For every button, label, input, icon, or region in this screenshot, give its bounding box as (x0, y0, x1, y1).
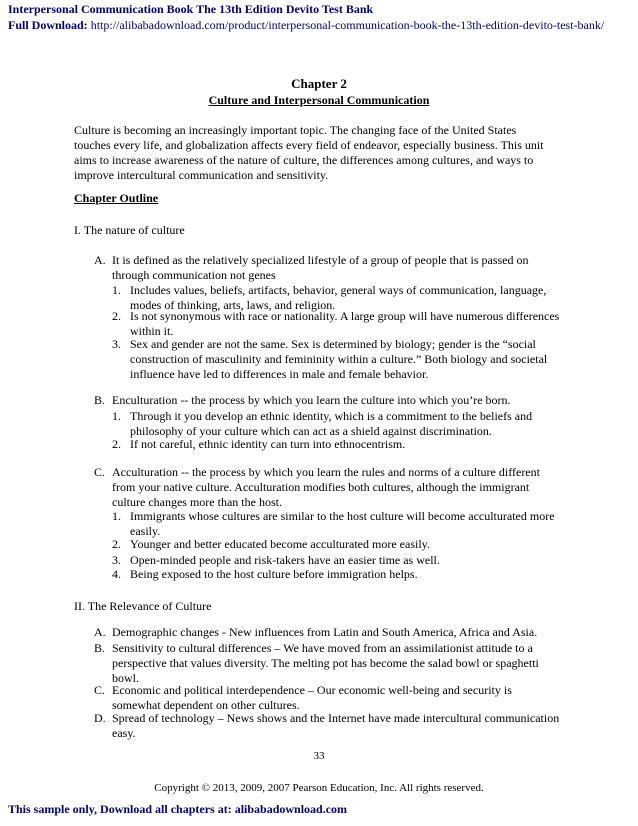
sub-label: 1. (112, 409, 121, 423)
item-text: Enculturation -- the process by which you learn the culture into which you’re born. (112, 393, 511, 407)
intro-paragraph: Culture is becoming an increasingly important topic. The changing face of the United States touches every life, and globalization affects every field of endeavor, especially business. This unit aims to increase awareness of the nature of culture, the differences among cultures, and ways to improve intercultural communication and sensitivity. (74, 123, 544, 182)
item-label: C. (94, 683, 106, 697)
copyright-notice: Copyright © 2013, 2009, 2007 Pearson Education, Inc. All rights reserved. (154, 782, 484, 794)
sub-text: Immigrants whose cultures are similar to the host culture will become acculturated more easily. (130, 509, 555, 538)
sub-label: 1. (112, 509, 121, 523)
sub-text: If not careful, ethnic identity can turn into ethnocentrism. (130, 437, 406, 451)
sub-text: Younger and better educated become acculturated more easily. (130, 537, 430, 551)
sub-text: Through it you develop an ethnic identity, which is a commitment to the beliefs and philosophy of your culture which can act as a shield against discrimination. (130, 409, 533, 438)
sub-label: 2. (112, 537, 121, 551)
item-label: A. (94, 625, 106, 639)
item-label: D. (94, 711, 106, 725)
item-label: B. (94, 641, 106, 655)
header-download-link[interactable]: http://alibabadownload.com/product/interpersonal-communication-book-the-13th-edition-devito-test-bank/ (90, 18, 605, 32)
page-number: 33 (313, 750, 325, 762)
footer-download-link[interactable]: This sample only, Download all chapters at: alibabadownload.com (8, 802, 348, 816)
sub-text: Includes values, beliefs, artifacts, behavior, general ways of communication, language, modes of thinking, arts, laws, and religion. (130, 283, 547, 312)
item-text: Economic and political interdependence – Our economic well-being and security is somewhat dependent on other cultures. (112, 683, 512, 712)
item-label: C. (94, 465, 106, 479)
chapter-title: Chapter 2 (291, 76, 347, 91)
section-2-title: II. The Relevance of Culture (74, 599, 212, 613)
outline-heading: Chapter Outline (74, 191, 159, 205)
sub-text: Open-minded people and risk-takers have an easier time as well. (130, 553, 440, 567)
section-1-title: I. The nature of culture (74, 223, 185, 237)
header-download (8, 18, 604, 33)
sub-label: 1. (112, 283, 121, 297)
sub-label: 3. (112, 337, 121, 351)
sub-label: 4. (112, 567, 121, 581)
sub-label: 2. (112, 309, 121, 323)
chapter-subtitle: Culture and Interpersonal Communication (208, 93, 430, 107)
item-text: Acculturation -- the process by which you learn the rules and norms of a culture different from your native culture. Acculturation modifies both cultures, although the immigrant culture changes more than the host. (112, 465, 540, 509)
item-text: It is defined as the relatively specialized lifestyle of a group of people that is passed on through communication not genes (112, 253, 529, 282)
item-text: Spread of technology – News shows and the Internet have made intercultural communication easy. (112, 711, 560, 740)
sub-label: 3. (112, 553, 121, 567)
item-text: Sensitivity to cultural differences – We have moved from an assimilationist attitude to a perspective that values diversity. The melting pot has become the salad bowl or spaghetti bowl. (112, 641, 539, 685)
header-download-prefix: Full Download: (8, 18, 91, 32)
sub-text: Is not synonymous with race or nationality. A large group will have numerous differences within it. (130, 309, 560, 338)
sub-text: Being exposed to the host culture before immigration helps. (130, 567, 418, 581)
item-label: A. (94, 253, 106, 267)
item-text: Demographic changes - New influences from Latin and South America, Africa and Asia. (112, 625, 538, 639)
header-title: Interpersonal Communication Book The 13th Edition Devito Test Bank (8, 2, 374, 16)
item-label: B. (94, 393, 106, 407)
sub-text: Sex and gender are not the same. Sex is determined by biology; gender is the “social construction of masculinity and femininity within a culture.” Both biology and societal influence have led to differences in male and female behavior. (130, 337, 548, 381)
sub-label: 2. (112, 437, 121, 451)
